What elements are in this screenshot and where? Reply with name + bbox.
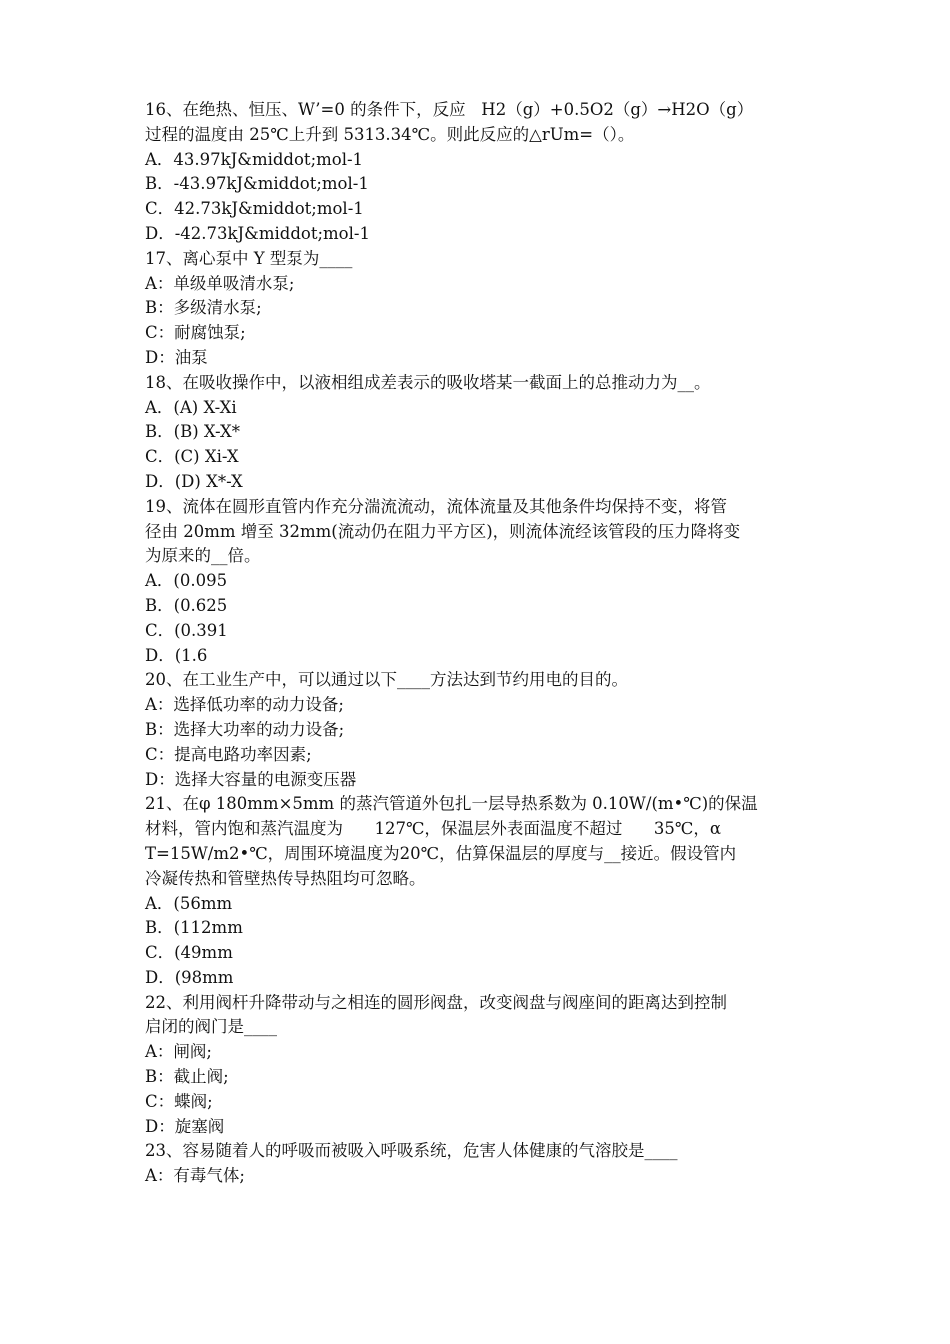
q21-option-d: D．(98mm (145, 967, 234, 987)
q22-stem-line2: 启闭的阀门是____ (145, 1017, 277, 1037)
q19-option-b: B．(0.625 (145, 595, 228, 615)
q16-stem-line1: 16、在绝热、恒压、W’=0 的条件下，反应 H2（g）+0.5O2（g）→H2O（g） (145, 100, 754, 119)
q22-option-a: A：闸阀; (145, 1042, 212, 1062)
q21-stem-line2: 材料，管内饱和蒸汽温度为 127℃，保温层外表面温度不超过 35℃，α (145, 819, 721, 839)
q22-stem-line1: 22、利用阀杆升降带动与之相连的圆形阀盘，改变阀盘与阀座间的距离达到控制 (145, 992, 727, 1012)
q20-option-c: C：提高电路功率因素; (145, 744, 312, 764)
q20-option-d: D：选择大容量的电源变压器 (145, 769, 357, 789)
q19-stem-line3: 为原来的__倍。 (145, 546, 261, 566)
q18-option-c: C．(C) Xi-X (145, 447, 239, 467)
q17-option-d: D：油泵 (145, 347, 208, 367)
q16-option-c: C．42.73kJ&middot;mol-1 (145, 199, 364, 219)
q23-option-a: A：有毒气体; (145, 1166, 245, 1186)
q18-option-a: A．(A) X-Xi (145, 397, 237, 417)
q19-option-a: A．(0.095 (145, 571, 228, 591)
q17-stem: 17、离心泵中 Y 型泵为____ (145, 248, 353, 268)
q19-option-c: C．(0.391 (145, 620, 228, 640)
q18-stem: 18、在吸收操作中，以液相组成差表示的吸收塔某一截面上的总推动力为__。 (145, 372, 711, 392)
q17-option-b: B：多级清水泵; (145, 298, 262, 318)
q18-option-b: B．(B) X-X* (145, 422, 241, 442)
q20-stem: 20、在工业生产中，可以通过以下____方法达到节约用电的目的。 (145, 670, 628, 690)
q18-option-d: D．(D) X*-X (145, 471, 243, 491)
q21-stem-line1: 21、在φ 180mm×5mm 的蒸汽管道外包扎一层导热系数为 0.10W/(m•℃)的保温 (145, 794, 758, 814)
q21-stem-line3: T=15W/m2•℃，周围环境温度为20℃，估算保温层的厚度与__接近。假设管内 (145, 843, 737, 863)
q21-option-b: B．(112mm (145, 918, 243, 938)
q19-stem-line1: 19、流体在圆形直管内作充分湍流流动，流体流量及其他条件均保持不变，将管 (145, 496, 727, 516)
q17-option-a: A：单级单吸清水泵; (145, 273, 295, 293)
q16-stem-line2: 过程的温度由 25℃上升到 5313.34℃。则此反应的△rUm=（）。 (145, 124, 635, 144)
q20-option-a: A：选择低功率的动力设备; (145, 695, 344, 715)
q16-option-d: D．-42.73kJ&middot;mol-1 (145, 223, 370, 243)
document-body (145, 98, 810, 1189)
q19-option-d: D．(1.6 (145, 645, 208, 665)
q23-stem: 23、容易随着人的呼吸而被吸入呼吸系统，危害人体健康的气溶胶是____ (145, 1141, 678, 1161)
q16-option-b: B．-43.97kJ&middot;mol-1 (145, 174, 369, 194)
q20-option-b: B：选择大功率的动力设备; (145, 719, 345, 739)
q16-option-a: A．43.97kJ&middot;mol-1 (145, 149, 364, 169)
q22-option-c: C：蝶阀; (145, 1091, 213, 1111)
q17-option-c: C：耐腐蚀泵; (145, 323, 246, 343)
q22-option-d: D：旋塞阀 (145, 1116, 225, 1136)
q21-option-c: C．(49mm (145, 943, 233, 963)
q21-option-a: A．(56mm (145, 893, 233, 913)
q19-stem-line2: 径由 20mm 增至 32mm(流动仍在阻力平方区)，则流体流经该管段的压力降将变 (145, 521, 741, 541)
q22-option-b: B：截止阀; (145, 1067, 229, 1087)
q21-stem-line4: 冷凝传热和管壁热传导热阻均可忽略。 (145, 868, 426, 888)
